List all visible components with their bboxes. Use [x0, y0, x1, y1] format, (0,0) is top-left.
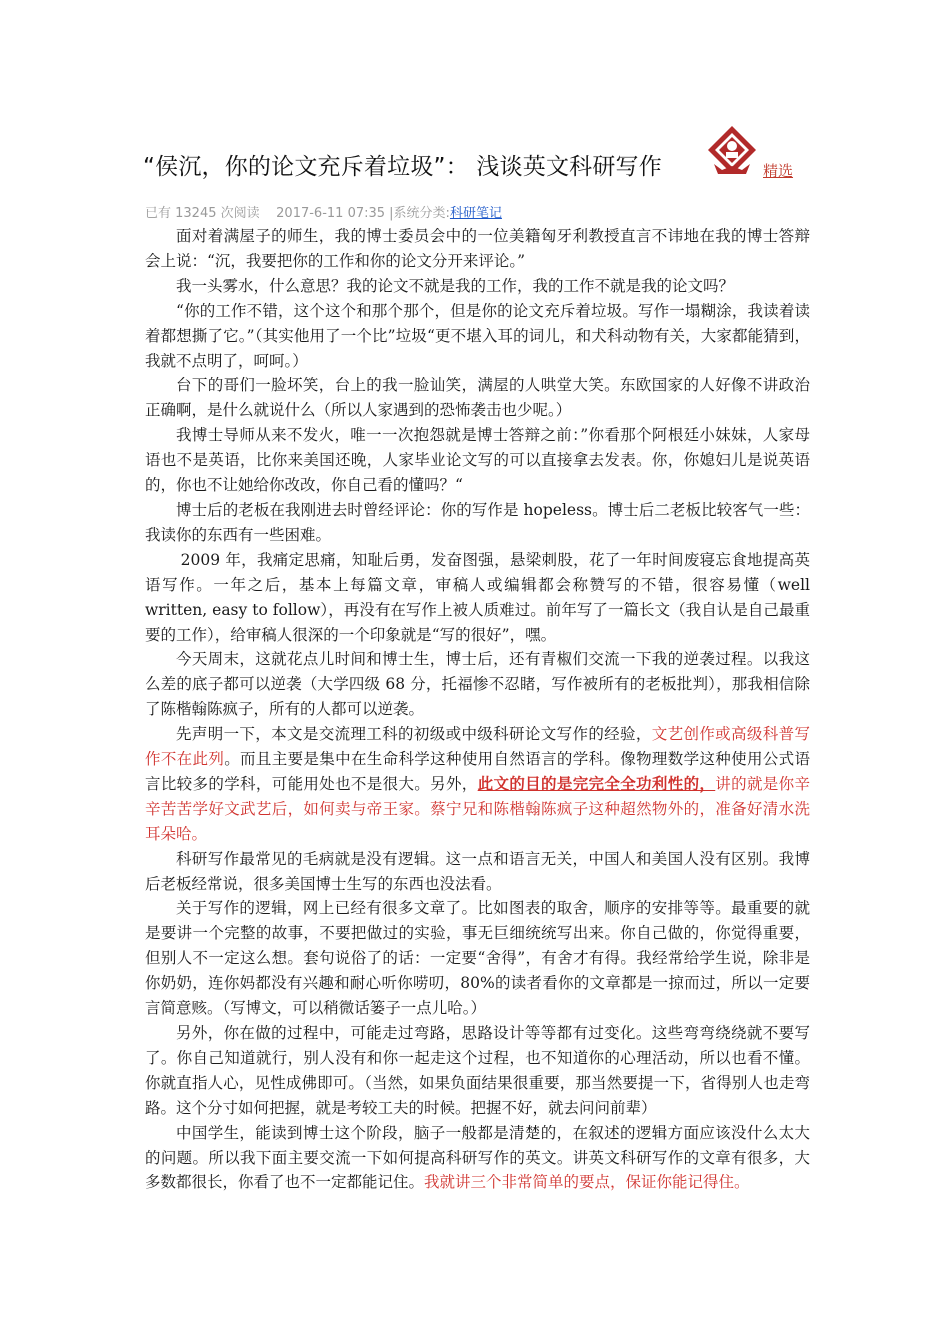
paragraph-text: 。而且主要是集中在生命科学这种使用自然语言的学科。像物理数学这种使用公式语言比较多的学科，可能用处也不是很大。另外， [145, 750, 810, 793]
category-link[interactable]: 科研笔记 [449, 206, 502, 221]
paragraph-text: 2009 年，我痛定思痛，知耻后勇，发奋图强，悬梁刺股，花了一年时间废寝忘食地提高英语写作。一年之后，基本上每篇文章，审稿人或编辑都会称赞写的不错，很容易懂（well written, easy to follow），再没有在写作上被人质难过。前年写了一篇长文（我自认是自己最重要的工作），给审稿人很深的一个印象就是“写的很好”，嘿。 [145, 550, 810, 644]
highlight-text: 文艺创作或高级科普写作不在此列 [145, 725, 810, 769]
paragraph-text: 博士后的老板在我刚进去时曾经评论：你的写作是 hopeless。博士后二老板比较客气一些：我读你的东西有一些困难。 [145, 500, 810, 544]
emphasis-text: 此文的目的是完完全全功利性的， [477, 773, 716, 793]
paragraph-text: 台下的哥们一脸坏笑，台上的我一脸讪笑，满屋的人哄堂大笑。东欧国家的人好像不讲政治正确啊，是什么就说什么（所以人家遇到的恐怖袭击也少呢。） [145, 376, 810, 420]
paragraph-text: 先声明一下，本文是交流理工科的初级或中级科研论文写作的经验， [176, 725, 652, 744]
paragraph [145, 274, 810, 299]
highlight-text: 讲的就是你辛辛苦苦学好文武艺后，如何卖与帝王家。蔡宁兄和陈楷翰陈疯子这种超然物外的，准备好清水洗耳朵哈。 [145, 774, 810, 843]
paragraph [145, 847, 810, 897]
article-title: “侯沉，你的论文充斥着垃圾”： 浅谈英文科研写作 [143, 154, 662, 180]
paragraph-text: 我一头雾水，什么意思？我的论文不就是我的工作，我的工作不就是我的论文吗？ [176, 276, 735, 295]
featured-badge-icon [706, 124, 758, 176]
paragraph [145, 224, 810, 274]
paragraph [145, 423, 810, 498]
paragraph-text: 今天周末，这就花点儿时间和博士生，博士后，还有青椒们交流一下我的逆袭过程。以我这么差的底子都可以逆袭（大学四级 68 分，托福惨不忍睹，写作被所有的老板批判），那我相信除了陈楷翰陈疯子，所有的人都可以逆袭。 [145, 650, 810, 719]
read-count: 已有 13245 次阅读 [145, 206, 260, 221]
paragraph-text: 关于写作的逻辑，网上已经有很多文章了。比如图表的取舍，顺序的安排等等。最重要的就是要讲一个完整的故事，不要把做过的实验，事无巨细统统写出来。你自己做的，你觉得重要，但别人不一定这么想。套句说俗了的话：一定要“舍得”，有舍才有得。我经常给学生说，除非是你奶奶，连你妈都没有兴趣和耐心听你唠叨，80%的读者看你的文章都是一掠而过，所以一定要言简意赅。（写博文，可以稍微话篓子一点儿哈。） [145, 899, 810, 1018]
paragraph [145, 548, 810, 648]
paragraph-text: 另外，你在做的过程中，可能走过弯路，思路设计等等都有过变化。这些弯弯绕绕就不要写了。你自己知道就行，别人没有和你一起走这个过程，也不知道你的心理活动，所以也看不懂。你就直指人心，见性成佛即可。（当然，如果负面结果很重要，那当然要提一下，省得别人也走弯路。这个分寸如何把握，就是考较工夫的时候。把握不好，就去问问前辈） [145, 1024, 810, 1117]
paragraph [145, 299, 810, 374]
featured-link[interactable]: 精选 [763, 162, 794, 180]
paragraph-text: 面对着满屋子的师生，我的博士委员会中的一位美籍匈牙利教授直言不讳地在我的博士答辩会上说：“沉，我要把你的工作和你的论文分开来评论。” [145, 227, 810, 270]
paragraph [145, 1021, 810, 1121]
article-meta [145, 202, 502, 221]
paragraph-text: 科研写作最常见的毛病就是没有逻辑。这一点和语言无关，中国人和美国人没有区别。我博后老板经常说，很多美国博士生写的东西也没法看。 [145, 849, 810, 893]
paragraph [145, 1121, 810, 1196]
title-row [143, 120, 843, 192]
paragraph-text: 中国学生，能读到博士这个阶段，脑子一般都是清楚的，在叙述的逻辑方面应该没什么太大的问题。所以我下面主要交流一下如何提高科研写作的英文。讲英文科研写作的文章有很多，大多数都很长，你看了也不一定都能记住。 [145, 1123, 810, 1192]
paragraph [145, 896, 810, 1021]
paragraph [145, 647, 810, 722]
highlight-text: 我就讲三个非常简单的要点，保证你能记得住。 [424, 1173, 750, 1192]
publish-datetime: 2017-6-11 07:35 [276, 206, 386, 221]
article-body [145, 224, 810, 1195]
paragraph [145, 373, 810, 423]
category-prefix: |系统分类: [389, 206, 450, 221]
paragraph [145, 498, 810, 548]
paragraph-text: 我博士导师从来不发火，唯一一次抱怨就是博士答辩之前：”你看那个阿根廷小妹妹，人家母语也不是英语，比你来美国还晚，人家毕业论文写的可以直接拿去发表。你，你媳妇儿是说英语的，你也不让她给你改改，你自己看的懂吗？“ [145, 426, 810, 495]
paragraph-text: “你的工作不错，这个这个和那个那个，但是你的论文充斥着垃圾。写作一塌糊涂，我读着读着都想撕了它。”（其实他用了一个比”垃圾“更不堪入耳的词儿，和犬科动物有关，大家都能猜到，我就不点明了，呵呵。） [145, 301, 810, 370]
paragraph [145, 722, 810, 847]
